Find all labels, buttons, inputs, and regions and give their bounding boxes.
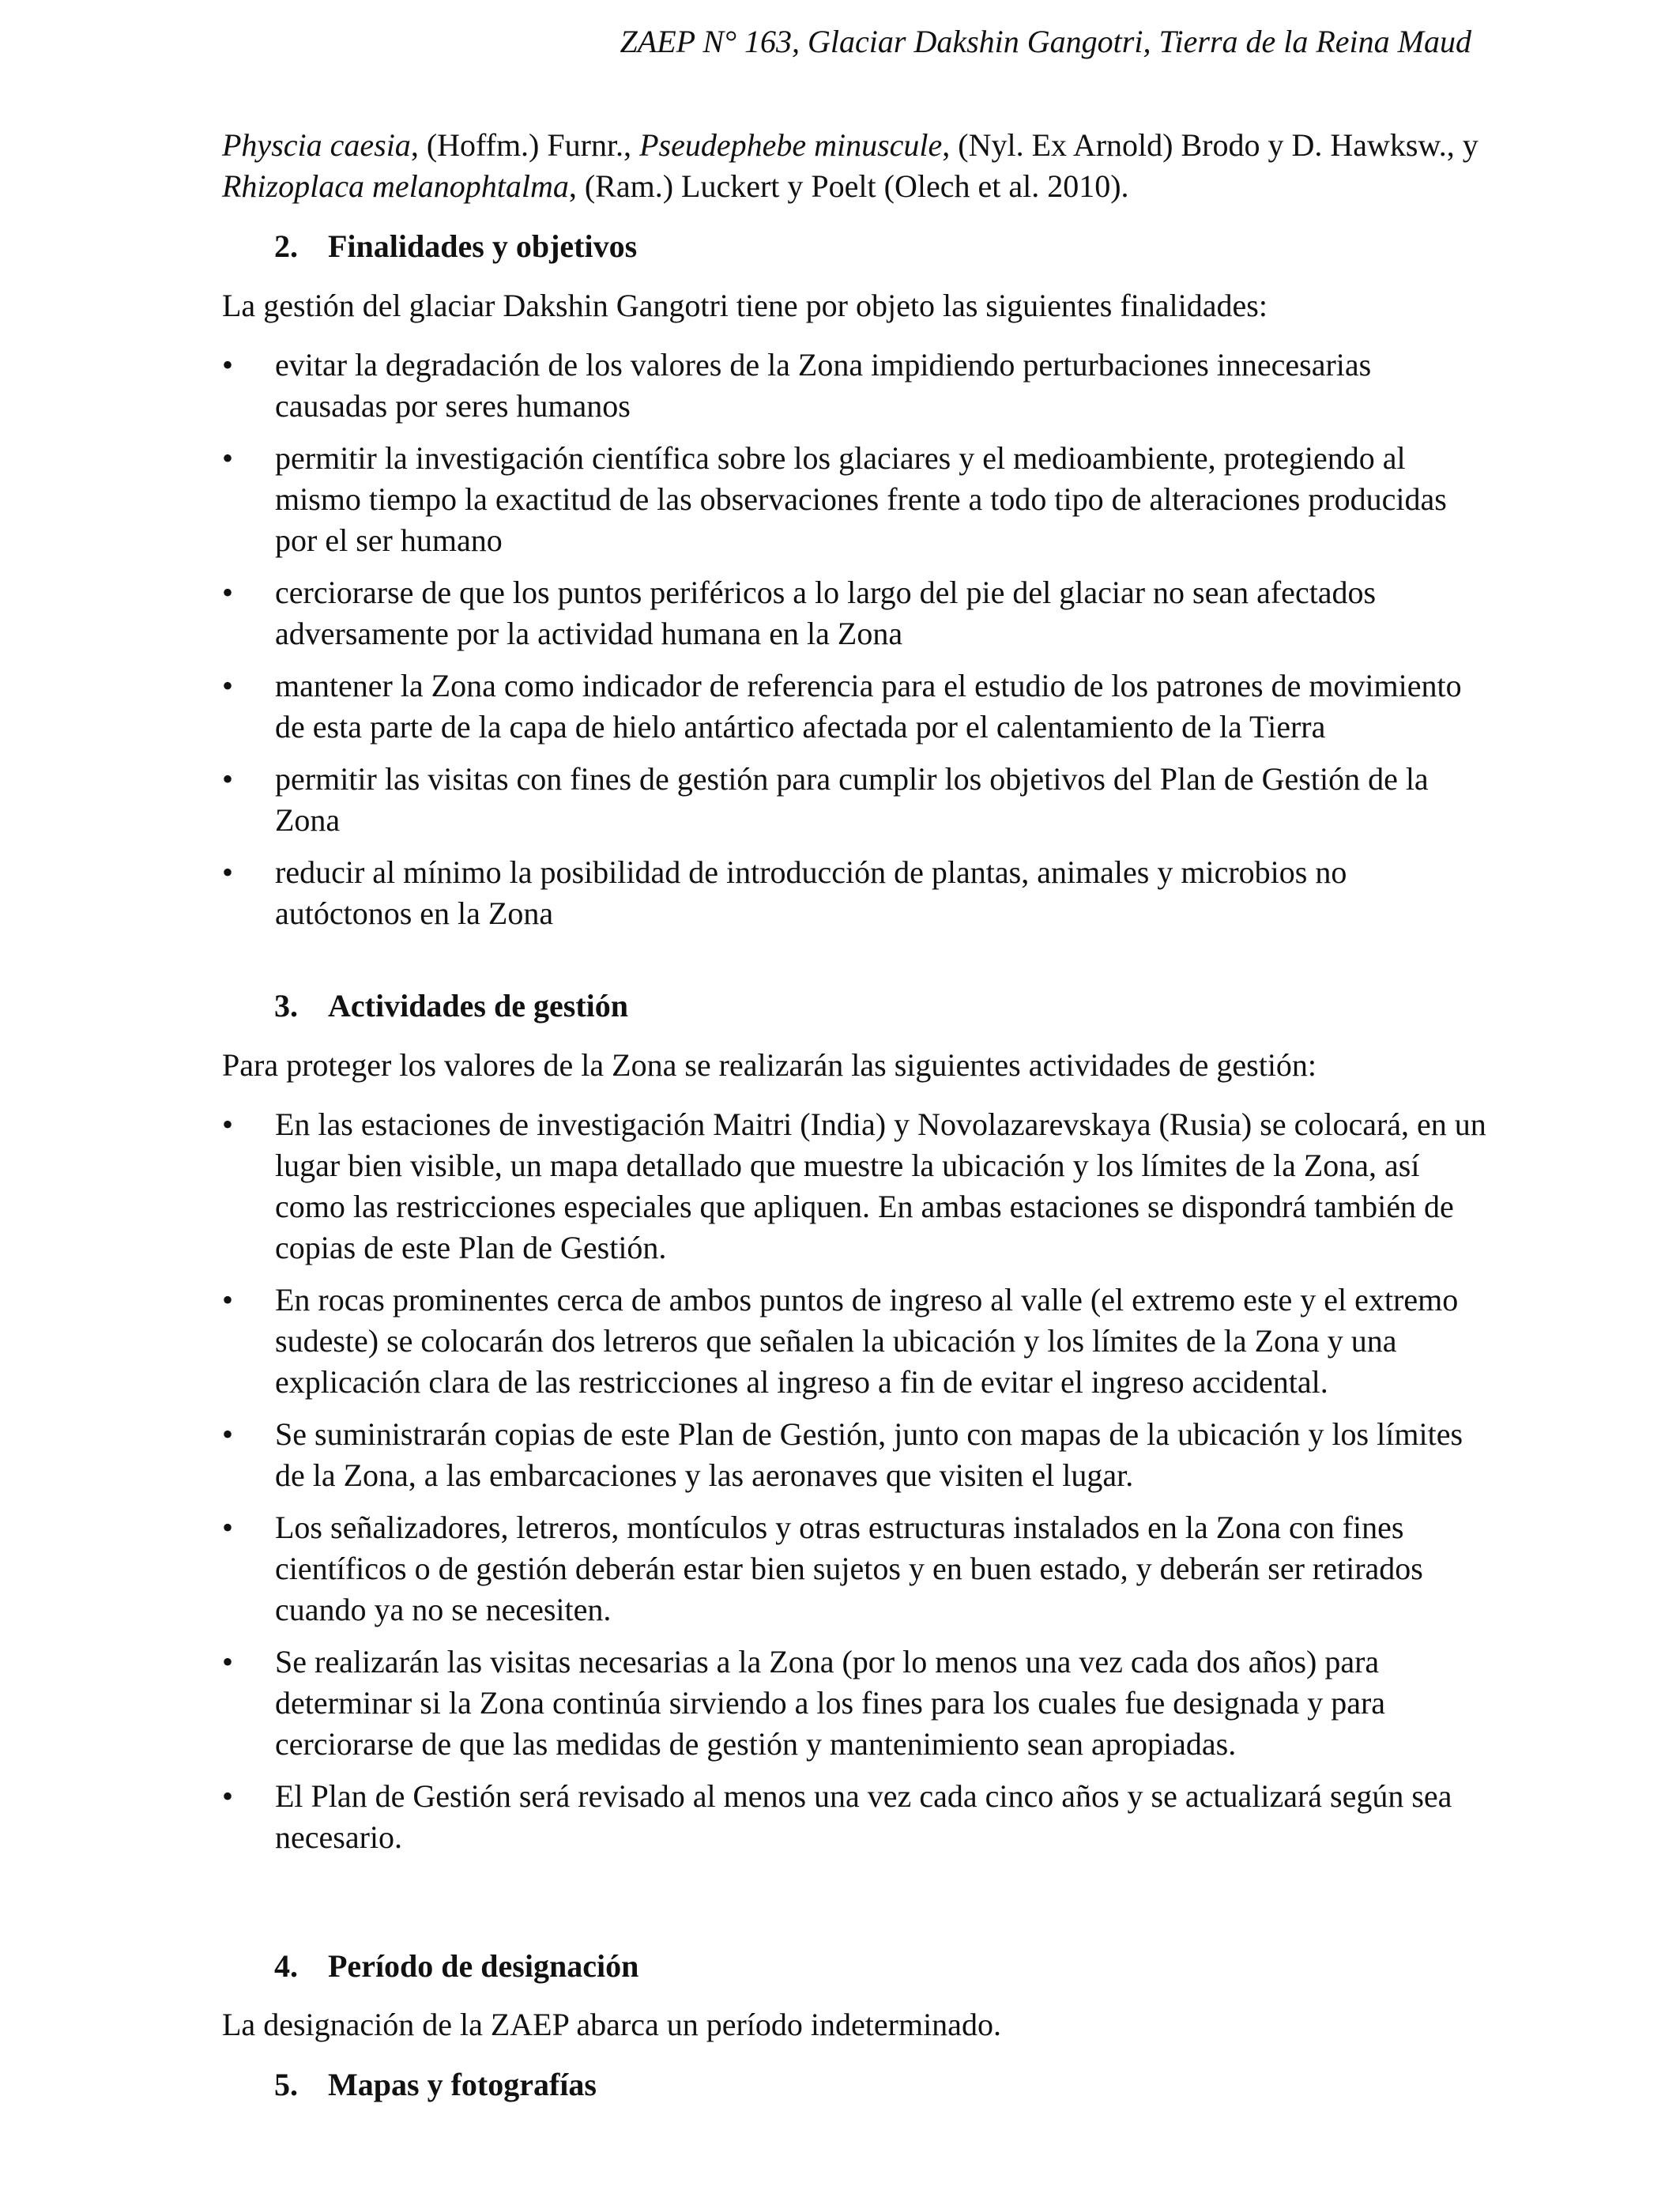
- list-item: [222, 759, 1486, 841]
- list-item-text: En las estaciones de investigación Maitri (India) y Novolazarevskaya (Rusia) se colocará, en un lugar bien visible, un mapa detallado que muestre la ubicación y los límites de la Zona, así como las restricciones especiales que apliquen. En ambas estaciones se dispondrá también de copias de este Plan de Gestión.: [275, 1106, 1486, 1265]
- section-number: 2.: [274, 228, 298, 264]
- list-item-text: El Plan de Gestión será revisado al menos una vez cada cinco años y se actualizará según sea necesario.: [275, 1778, 1452, 1855]
- list-item-text: mantener la Zona como indicador de referencia para el estudio de los patrones de movimiento de esta parte de la capa de hielo antártico afectada por el calentamiento de la Tierra: [275, 668, 1462, 745]
- list-item-text: evitar la degradación de los valores de la Zona impidiendo perturbaciones innecesarias causadas por seres humanos: [275, 347, 1372, 424]
- list-item: [222, 665, 1486, 748]
- bullet: •: [222, 1282, 234, 1318]
- list-item-text: permitir la investigación científica sobre los glaciares y el medioambiente, protegiendo al mismo tiempo la exactitud de las observaciones frente a todo tipo de alteraciones producidas por el ser humano: [275, 440, 1447, 558]
- list-item-text: Se suministrarán copias de este Plan de Gestión, junto con mapas de la ubicación y los límites de la Zona, a las embarcaciones y las aeronaves que visiten el lugar.: [275, 1416, 1463, 1493]
- list-item: [222, 1104, 1486, 1269]
- species-name: Physcia caesia: [222, 127, 411, 163]
- bullet: •: [222, 1510, 234, 1545]
- citation-text: , (Ram.) Luckert y Poelt (Olech et al. 2010).: [568, 168, 1129, 204]
- list-item: [222, 1280, 1486, 1403]
- section-heading: [274, 226, 637, 267]
- list-item-text: reducir al mínimo la posibilidad de introducción de plantas, animales y microbios no autóctonos en la Zona: [275, 854, 1347, 931]
- list-item: [222, 572, 1486, 654]
- section-heading: [274, 1946, 638, 1987]
- list-item: [222, 1414, 1486, 1496]
- list-item: [222, 438, 1486, 561]
- list-item-text: Se realizarán las visitas necesarias a la Zona (por lo menos una vez cada dos años) para determinar si la Zona continúa sirviendo a los fines para los cuales fue designada y para cerciorarse de que las medidas de gestión y mantenimiento sean apropiadas.: [275, 1644, 1386, 1762]
- citation-text: , (Hoffm.) Furnr.,: [410, 127, 640, 163]
- section-lead: La gestión del glaciar Dakshin Gangotri tiene por objeto las siguientes finalidades:: [222, 288, 1268, 323]
- list-item-text: permitir las visitas con fines de gestión para cumplir los objetivos del Plan de Gestión de la Zona: [275, 761, 1429, 838]
- list-item: [222, 1507, 1486, 1630]
- list-item: [222, 1776, 1486, 1858]
- list-item: [222, 1642, 1486, 1765]
- section-title: Finalidades y objetivos: [328, 228, 638, 264]
- section-lead: La designación de la ZAEP abarca un período indeterminado.: [222, 2007, 1001, 2042]
- section-heading: [274, 986, 628, 1027]
- section-title: Actividades de gestión: [328, 988, 628, 1023]
- bullet: •: [222, 1778, 234, 1814]
- section-number: 3.: [274, 988, 298, 1023]
- species-name: Rhizoplaca melanophtalma: [222, 168, 569, 204]
- list-item: [222, 852, 1486, 934]
- section-number: 4.: [274, 1948, 298, 1984]
- objectives-list: [222, 345, 1486, 934]
- bullet: •: [222, 1416, 234, 1452]
- bullet: •: [222, 347, 234, 383]
- bullet: •: [222, 575, 234, 610]
- section-title: Período de designación: [328, 1948, 639, 1984]
- bullet: •: [222, 1106, 234, 1142]
- bullet: •: [222, 854, 234, 890]
- section-lead: Para proteger los valores de la Zona se realizarán las siguientes actividades de gestión:: [222, 1047, 1317, 1083]
- running-header: ZAEP N° 163, Glaciar Dakshin Gangotri, Tierra de la Reina Maud: [620, 24, 1471, 59]
- species-name: Pseudephebe minuscule: [639, 127, 943, 163]
- list-item-text: Los señalizadores, letreros, montículos y otras estructuras instalados en la Zona con fines científicos o de gestión deberán estar bien sujetos y en buen estado, y deberán ser retirados cuando ya no se necesiten.: [275, 1510, 1423, 1627]
- list-item-text: cerciorarse de que los puntos periféricos a lo largo del pie del glaciar no sean afectados adversamente por la actividad humana en la Zona: [275, 575, 1377, 651]
- bullet: •: [222, 668, 234, 703]
- citation-text: , (Nyl. Ex Arnold) Brodo y D. Hawksw., y: [942, 127, 1478, 163]
- intro-paragraph: [222, 125, 1486, 207]
- section-heading: [274, 2064, 597, 2105]
- bullet: •: [222, 1644, 234, 1679]
- management-activities-list: [222, 1104, 1486, 1858]
- bullet: •: [222, 761, 234, 797]
- list-item: [222, 345, 1486, 427]
- section-title: Mapas y fotografías: [328, 2067, 597, 2102]
- list-item-text: En rocas prominentes cerca de ambos puntos de ingreso al valle (el extremo este y el extremo sudeste) se colocarán dos letreros que señalen la ubicación y los límites de la Zona y una explicación clara de las restricciones al ingreso a fin de evitar el ingreso accidental.: [275, 1282, 1459, 1400]
- bullet: •: [222, 440, 234, 476]
- section-number: 5.: [274, 2067, 298, 2102]
